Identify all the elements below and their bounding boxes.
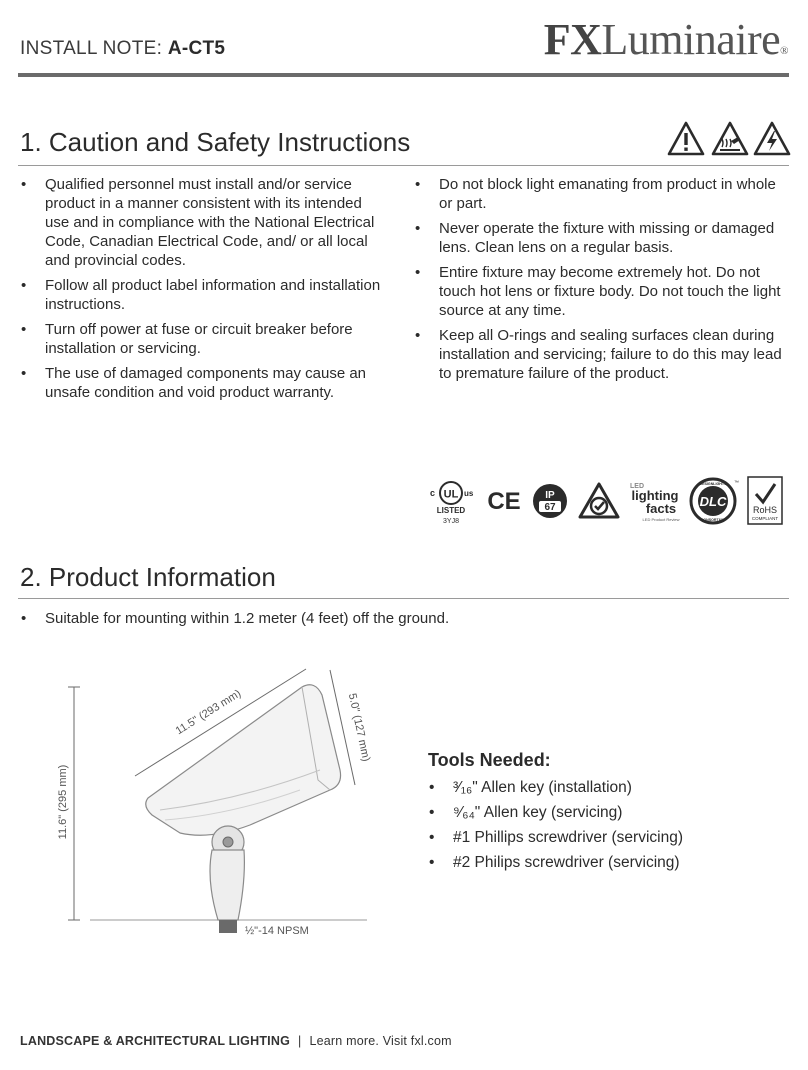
- length-label: 11.5" (293 mm): [173, 687, 244, 738]
- brand-registered-mark: ®: [780, 45, 788, 57]
- lighting-facts-icon: [628, 476, 682, 526]
- install-note-prefix: INSTALL NOTE:: [20, 38, 163, 59]
- install-note-title: [20, 38, 225, 60]
- cul-c: c: [430, 488, 436, 498]
- header-rule: [18, 73, 789, 77]
- depth-label: 5.0" (127 mm): [345, 692, 373, 763]
- list-item: • The use of damaged components may cause an unsafe condition and void product warranty.: [20, 364, 390, 402]
- cul-us: us: [464, 489, 474, 498]
- list-item: • Entire fixture may become extremely hot. Do not touch hot lens or fixture body. Do not touch the light source at any time.: [414, 263, 789, 320]
- warning-triangle-icon: [667, 121, 705, 157]
- thread-fitting: [219, 920, 237, 933]
- section2-rule: [18, 598, 789, 599]
- list-item: • Do not block light emanating from product in whole or part.: [414, 175, 789, 213]
- ip-text: IP: [545, 490, 555, 501]
- ip-number: 67: [544, 502, 556, 513]
- footer-brand-line: LANDSCAPE & ARCHITECTURAL LIGHTING: [20, 1034, 290, 1048]
- dlc-ring-bottom: CONSORTIUM: [700, 518, 726, 522]
- height-label: 11.6" (295 mm): [57, 764, 69, 840]
- ce-text: CE: [487, 488, 521, 515]
- brand-name: Luminaire: [601, 15, 781, 64]
- brand-fx: FX: [543, 15, 602, 64]
- cul-code: 3YJ8: [443, 518, 459, 525]
- cul-listed: LISTED: [436, 506, 466, 515]
- brand-logo: [544, 14, 788, 65]
- hot-surface-warning-icon: [711, 121, 749, 157]
- caution-list-left: [20, 175, 390, 408]
- section-title-caution: 1. Caution and Safety Instructions: [20, 127, 411, 157]
- footer-separator: |: [298, 1034, 302, 1048]
- tools-list: [428, 778, 758, 878]
- list-item: • Suitable for mounting within 1.2 meter (4 feet) off the ground.: [20, 609, 720, 628]
- list-item: • #1 Phillips screwdriver (servicing): [428, 828, 758, 848]
- electrical-hazard-icon: [753, 121, 791, 157]
- rohs-text: RoHS: [752, 505, 778, 515]
- thread-label: ½"-14 NPSM: [245, 925, 309, 937]
- product-info-list: [20, 609, 720, 634]
- dlc-text: DLC: [699, 494, 727, 509]
- dlc-tm: ™: [734, 480, 739, 486]
- footer-link[interactable]: Learn more. Visit fxl.com: [309, 1034, 452, 1048]
- caution-list-right: [414, 175, 789, 389]
- ip67-rating-icon: [530, 476, 570, 526]
- list-item: • Keep all O-rings and sealing surfaces clean during installation and servicing; failure to do this may lead to premature failure of the product.: [414, 326, 789, 383]
- list-item: • ⁹⁄₆₄" Allen key (servicing): [428, 803, 758, 823]
- product-dimension-diagram: [40, 650, 400, 950]
- list-item: • #2 Philips screwdriver (servicing): [428, 853, 758, 873]
- tools-needed-title: Tools Needed:: [428, 750, 551, 770]
- lf-sub: LED Product Review: [642, 517, 680, 522]
- lf-facts: facts: [645, 501, 677, 516]
- cul-mark: UL: [443, 488, 459, 501]
- section1-rule: [18, 165, 789, 166]
- cul-us-listed-icon: [428, 476, 478, 526]
- footer: [20, 1034, 452, 1048]
- dlc-ring-top: DESIGNLIGHTS: [699, 482, 727, 486]
- dlc-certified-icon: [688, 476, 740, 526]
- list-item: • Turn off power at fuse or circuit breaker before installation or servicing.: [20, 320, 390, 358]
- list-item: • Qualified personnel must install and/or service product in a manner consistent with its intended use and in compliance with the National Electrical Code, Canadian Electrical Code, and/ or all local and provincial codes.: [20, 175, 390, 270]
- rohs-sub: COMPLIANT: [751, 516, 779, 521]
- ce-mark-icon: [485, 476, 523, 526]
- install-note-code: A-CT5: [167, 38, 226, 59]
- rohs-compliant-icon: [746, 476, 784, 526]
- section-title-product-info: 2. Product Information: [20, 562, 276, 592]
- fixture-body: [146, 685, 341, 835]
- lf-led: LED: [630, 483, 644, 490]
- list-item: • Follow all product label information and installation instructions.: [20, 276, 390, 314]
- lf-lighting: lighting: [631, 488, 679, 503]
- fixture-stem: [210, 850, 244, 920]
- rcm-mark-icon: [576, 476, 622, 526]
- list-item: • ³⁄₁₆" Allen key (installation): [428, 778, 758, 798]
- list-item: • Never operate the fixture with missing or damaged lens. Clean lens on a regular basis.: [414, 219, 789, 257]
